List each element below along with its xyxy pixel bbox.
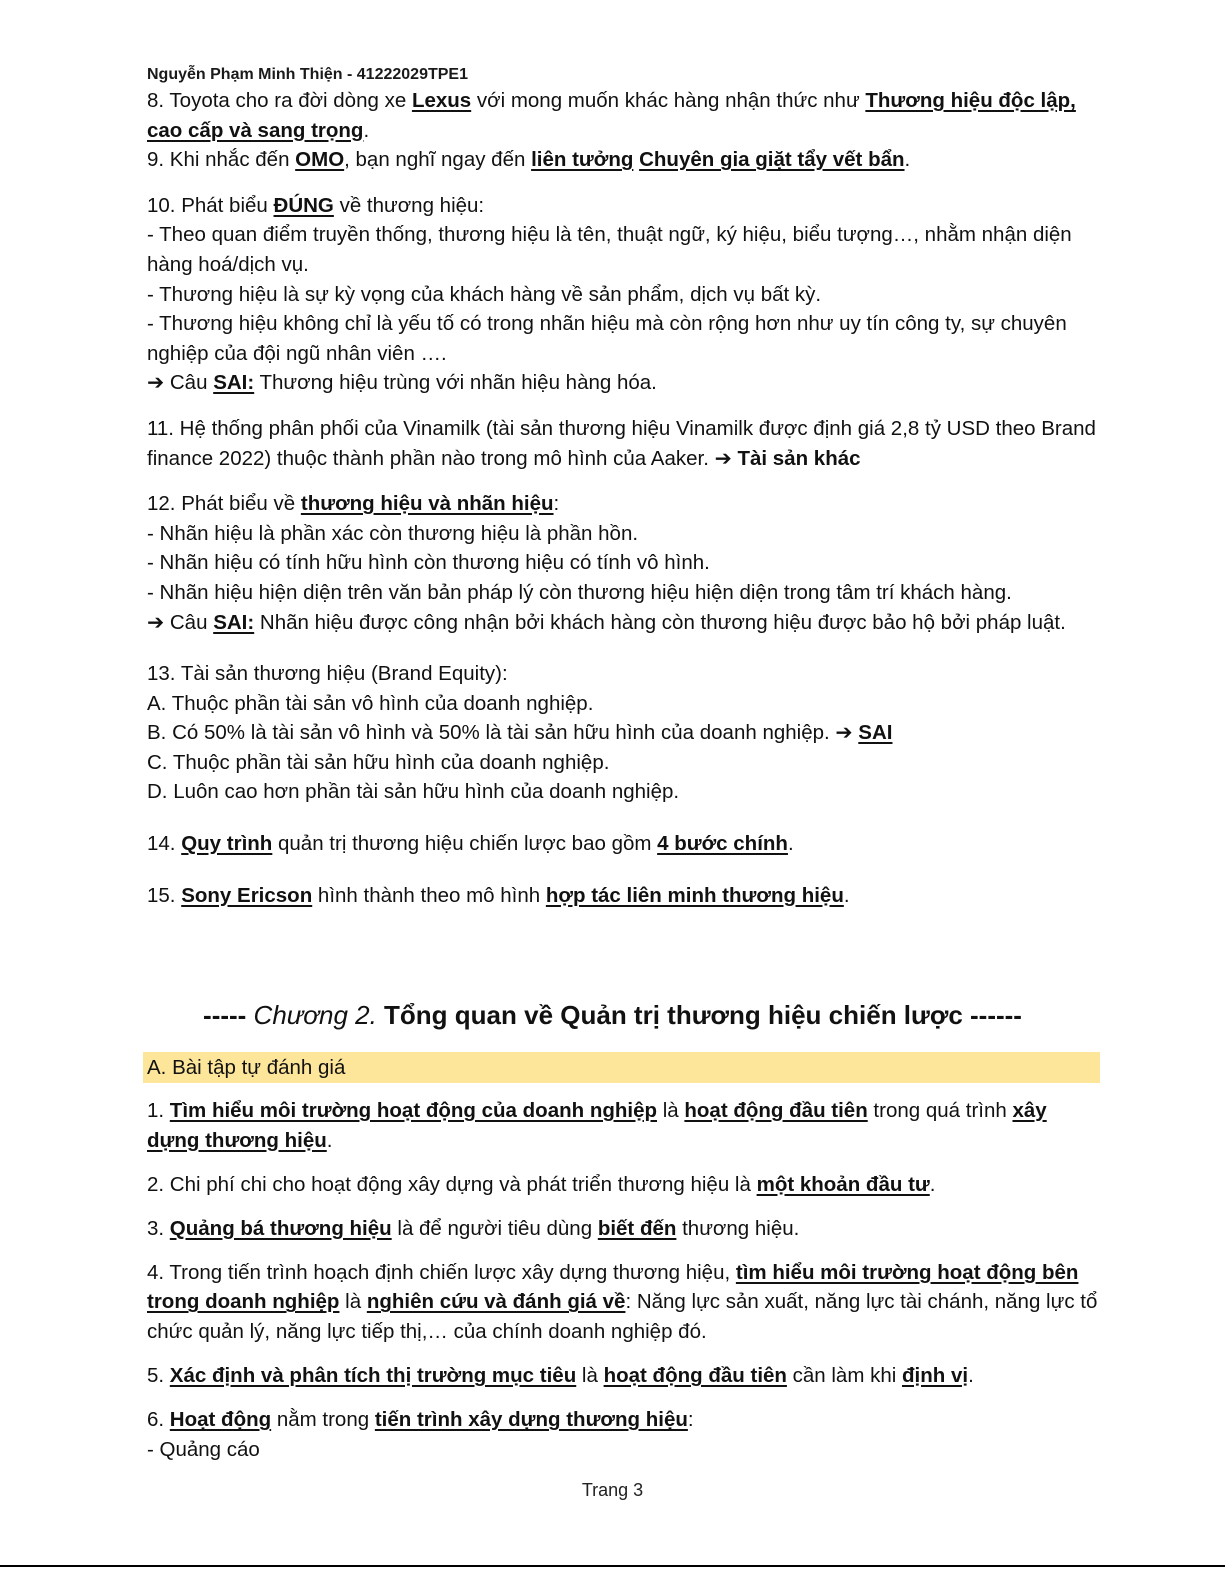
c1-keyword: xây dựng thương hiệu bbox=[147, 1099, 1047, 1152]
exercise-1 bbox=[147, 1096, 1102, 1155]
c5-keyword: hoạt động đầu tiên bbox=[603, 1364, 787, 1388]
c2-keyword: một khoản đầu tư bbox=[756, 1172, 930, 1196]
q14-text: 14. bbox=[147, 832, 182, 856]
q9-keyword: liên tưởng bbox=[531, 148, 634, 172]
q13-option-d: D. Luôn cao hơn phần tài sản hữu hình của doanh nghiệp. bbox=[147, 780, 680, 804]
author-header: Nguyễn Phạm Minh Thiện - 41222029TPE1 bbox=[147, 66, 468, 83]
q12-bullet: - Nhãn hiệu là phần xác còn thương hiệu là phần hồn. bbox=[147, 521, 639, 545]
q14-keyword: Quy trình bbox=[181, 832, 273, 856]
chapter1-answers bbox=[147, 86, 1102, 910]
exercise-6 bbox=[147, 1405, 1102, 1464]
c3-keyword: biết đến bbox=[597, 1216, 677, 1240]
q13-title: 13. Tài sản thương hiệu (Brand Equity): bbox=[147, 662, 508, 686]
q12-answer-prefix: ➔ Câu bbox=[147, 610, 214, 634]
q10-text: 10. Phát biểu bbox=[147, 193, 274, 217]
c5-text: 5. bbox=[147, 1364, 170, 1388]
q15-text: . bbox=[843, 883, 850, 907]
q13-option-b bbox=[147, 718, 1102, 748]
c3-text: là để người tiêu dùng bbox=[391, 1216, 598, 1240]
question-14 bbox=[147, 829, 1102, 859]
page-number: Trang 3 bbox=[581, 1480, 644, 1500]
c6-text: nằm trong bbox=[271, 1408, 375, 1432]
chapter-title: Tổng quan về Quản trị thương hiệu chiến lược ------ bbox=[376, 1000, 1022, 1030]
c5-keyword: định vị bbox=[902, 1364, 969, 1388]
question-12 bbox=[147, 489, 1102, 637]
c1-keyword: hoạt động đầu tiên bbox=[684, 1099, 868, 1122]
chapter-number: Chương 2. bbox=[253, 1000, 377, 1030]
c5-text: . bbox=[968, 1364, 974, 1388]
q14-text: quản trị thương hiệu chiến lược bao gồm bbox=[272, 832, 658, 856]
q15-text: 15. bbox=[147, 883, 182, 907]
q10-text: về thương hiệu: bbox=[333, 193, 485, 217]
q8-answer: Thương hiệu độc lập, cao cấp và sang trọng bbox=[147, 89, 1076, 142]
c1-keyword: Tìm hiểu môi trường hoạt động của doanh nghiệp bbox=[169, 1099, 658, 1122]
q12-bullet: - Nhãn hiệu hiện diện trên văn bản pháp lý còn thương hiệu hiện diện trong tâm trí khách hàng. bbox=[147, 580, 1012, 604]
exercise-5 bbox=[147, 1361, 1102, 1391]
q12-text: 12. Phát biểu về bbox=[147, 492, 301, 516]
q8-keyword: Lexus bbox=[411, 89, 472, 112]
q8-text: . bbox=[363, 118, 370, 142]
q15-answer: hợp tác liên minh thương hiệu bbox=[545, 883, 844, 907]
q10-bullet: - Theo quan điểm truyền thống, thương hiệu là tên, thuật ngữ, ký hiệu, biểu tượng…, nhằm nhận diện hàng hoá/dịch vụ. bbox=[147, 223, 1072, 276]
q10-answer: Thương hiệu trùng với nhãn hiệu hàng hóa. bbox=[254, 371, 657, 395]
chapter-prefix: ----- bbox=[203, 1000, 254, 1030]
q12-text: : bbox=[553, 492, 560, 516]
c4-text: là bbox=[339, 1290, 367, 1314]
q11-answer: ➔ Tài sản khác bbox=[714, 446, 861, 470]
q10-answer-label: SAI: bbox=[213, 371, 255, 395]
q13-option-b-text: B. Có 50% là tài sản vô hình và 50% là tài sản hữu hình của doanh nghiệp. bbox=[147, 721, 836, 745]
q9-text: . bbox=[904, 148, 911, 172]
q14-text: . bbox=[787, 832, 794, 856]
c4-text: : Năng lực sản xuất, năng lực tài chánh, năng lực tổ chức quản lý, năng lực tiếp thị,… của chính doanh nghiệp đó. bbox=[147, 1290, 1098, 1344]
q10-bullet: - Thương hiệu không chỉ là yếu tố có trong nhãn hiệu mà còn rộng hơn như uy tín công ty, sự chuyên nghiệp của đội ngũ nhân viên …. bbox=[147, 312, 1067, 365]
c6-keyword: tiến trình xây dựng thương hiệu bbox=[374, 1408, 688, 1432]
question-8 bbox=[147, 86, 1102, 145]
q9-text: 9. Khi nhắc đến bbox=[147, 148, 296, 172]
q12-answer-label: SAI: bbox=[213, 610, 255, 634]
question-10 bbox=[147, 191, 1102, 398]
c1-text: là bbox=[657, 1099, 685, 1122]
c5-text: cần làm khi bbox=[786, 1364, 903, 1388]
q15-keyword: Sony Ericson bbox=[181, 883, 313, 907]
q9-answer: Chuyên gia giặt tẩy vết bẩn bbox=[639, 148, 905, 172]
q11-text: 11. Hệ thống phân phối của Vinamilk (tài sản thương hiệu Vinamilk được định giá 2,8 tỷ USD theo Brand finance 2022) thuộc thành phần nào trong mô hình của Aaker. bbox=[147, 416, 1096, 470]
exercise-3 bbox=[147, 1214, 1102, 1244]
c6-keyword: Hoạt động bbox=[169, 1408, 272, 1432]
c5-keyword: Xác định và phân tích thị trường mục tiêu bbox=[169, 1364, 577, 1388]
q10-bullet: - Thương hiệu là sự kỳ vọng của khách hàng về sản phẩm, dịch vụ bất kỳ. bbox=[147, 282, 822, 306]
c6-text: 6. bbox=[147, 1408, 170, 1432]
section-label: A. Bài tập tự đánh giá bbox=[147, 1056, 346, 1079]
c1-text: trong quá trình bbox=[867, 1099, 1013, 1122]
arrow-icon: ➔ bbox=[835, 721, 859, 745]
question-13 bbox=[147, 659, 1102, 807]
q13-answer-label: SAI bbox=[858, 721, 893, 745]
chapter-heading bbox=[0, 1000, 1225, 1031]
c6-bullet: - Quảng cáo bbox=[147, 1437, 260, 1461]
c4-text: 4. Trong tiến trình hoạch định chiến lược xây dựng thương hiệu, bbox=[147, 1260, 736, 1284]
q15-text: hình thành theo mô hình bbox=[312, 883, 546, 907]
q10-answer-prefix: ➔ Câu bbox=[147, 371, 214, 395]
q12-keyword: thương hiệu và nhãn hiệu bbox=[300, 492, 554, 516]
c4-keyword: nghiên cứu và đánh giá về bbox=[366, 1290, 626, 1314]
c3-text: 3. bbox=[147, 1216, 170, 1240]
c2-text: 2. Chi phí chi cho hoạt động xây dựng và phát triển thương hiệu là bbox=[147, 1172, 757, 1196]
section-heading bbox=[143, 1052, 1100, 1083]
exercise-2 bbox=[147, 1170, 1102, 1200]
question-15 bbox=[147, 881, 1102, 911]
q8-text: 8. Toyota cho ra đời dòng xe bbox=[147, 89, 412, 112]
q14-answer: 4 bước chính bbox=[657, 832, 788, 856]
q8-text: với mong muốn khác hàng nhận thức như bbox=[471, 89, 866, 112]
q9-text: , bạn nghĩ ngay đến bbox=[344, 148, 532, 172]
q12-bullet: - Nhãn hiệu có tính hữu hình còn thương hiệu có tính vô hình. bbox=[147, 551, 710, 575]
c3-text: thương hiệu. bbox=[676, 1216, 800, 1240]
c5-text: là bbox=[576, 1364, 604, 1388]
c4-keyword: tìm hiểu môi trường hoạt động bên trong doanh nghiệp bbox=[147, 1260, 1079, 1314]
page-divider bbox=[0, 1565, 1225, 1567]
exercise-4 bbox=[147, 1258, 1102, 1347]
c6-text: : bbox=[687, 1408, 694, 1432]
c1-text: . bbox=[326, 1128, 333, 1152]
c3-keyword: Quảng bá thương hiệu bbox=[169, 1216, 392, 1240]
c1-text: 1. bbox=[147, 1099, 170, 1122]
q13-option-c: C. Thuộc phần tài sản hữu hình của doanh nghiệp. bbox=[147, 750, 610, 774]
q13-option-a: A. Thuộc phần tài sản vô hình của doanh nghiệp. bbox=[147, 691, 594, 715]
question-9 bbox=[147, 145, 1102, 175]
c2-text: . bbox=[929, 1172, 936, 1196]
chapter2-answers bbox=[147, 1096, 1102, 1464]
q9-keyword: OMO bbox=[295, 148, 345, 172]
question-11 bbox=[147, 414, 1102, 473]
q10-keyword: ĐÚNG bbox=[273, 193, 334, 217]
q12-answer: Nhãn hiệu được công nhận bởi khách hàng còn thương hiệu được bảo hộ bởi pháp luật. bbox=[254, 610, 1066, 634]
